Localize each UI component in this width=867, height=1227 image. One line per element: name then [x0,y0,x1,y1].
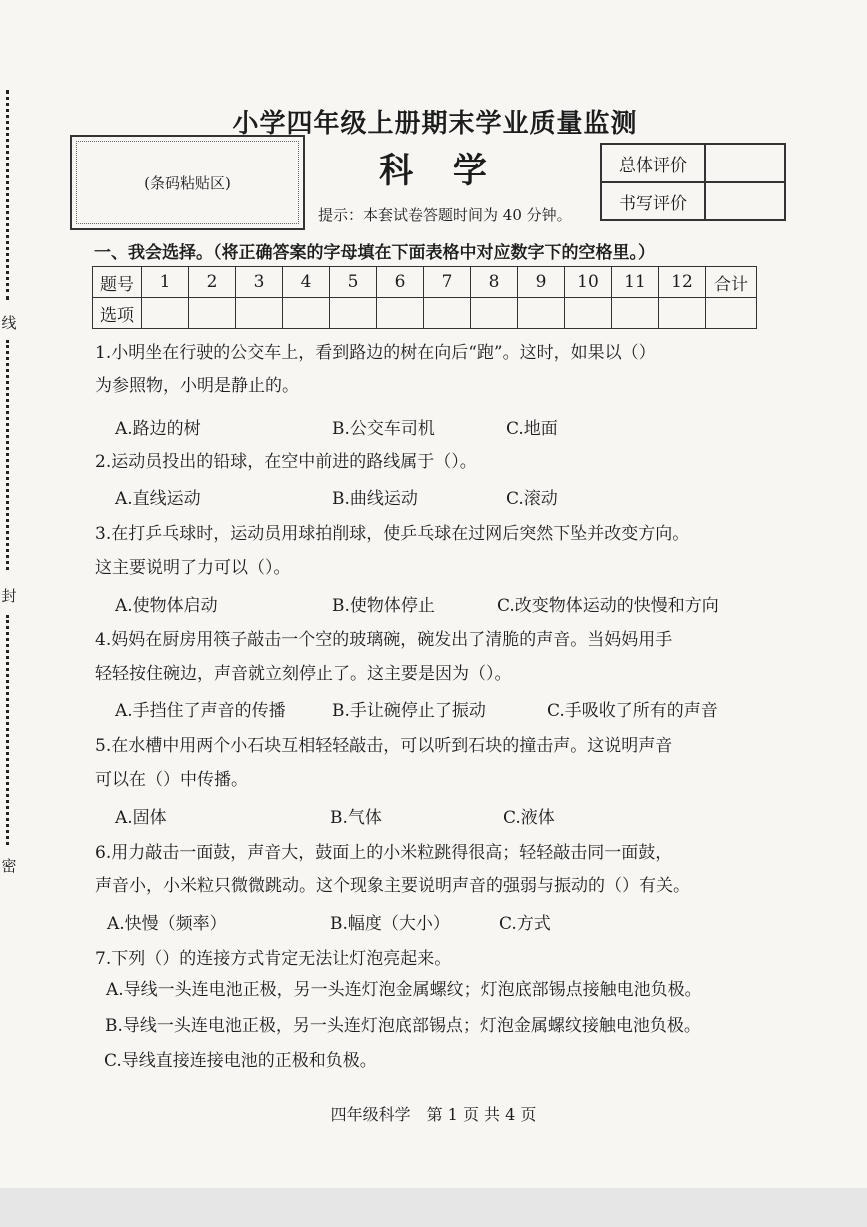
barcode-label: (条码粘贴区) [76,141,299,224]
grid-number-2: 2 [189,267,236,298]
question-5-text: 可以在（）中传播。 [95,770,248,790]
writing-evaluation-cell[interactable] [705,182,785,220]
question-6-text: 声音小，小米粒只微微跳动。这个现象主要说明声音的强弱与振动的（）有关。 [95,876,690,896]
question-6-option-b: B.幅度（大小） [330,914,450,934]
question-3-option-a: A.使物体启动 [115,596,218,616]
barcode-area [70,135,305,230]
grid-answer-cell-5[interactable] [330,298,377,329]
question-3-text: 3.在打乒乓球时，运动员用球拍削球，使乒乓球在过网后突然下坠并改变方向。 [95,524,690,544]
question-3-option-b: B.使物体停止 [332,596,435,616]
grid-number-9: 9 [518,267,565,298]
question-1-option-c: C.地面 [506,419,558,439]
question-1-text: 为参照物，小明是静止的。 [95,376,299,396]
grid-answer-cell-10[interactable] [565,298,612,329]
overall-evaluation-label: 总体评价 [601,144,705,182]
answer-grid [92,266,757,329]
grid-number-6: 6 [377,267,424,298]
grid-total-cell[interactable] [706,298,757,329]
question-6-option-a: A.快慢（频率） [107,914,227,934]
grid-answer-cell-2[interactable] [189,298,236,329]
binding-dotted-line [6,615,9,845]
question-1-option-a: A.路边的树 [115,419,201,439]
grid-answer-cell-12[interactable] [659,298,706,329]
question-2-option-b: B.曲线运动 [332,489,418,509]
subject-title: 科 学 [379,151,501,191]
grid-number-7: 7 [424,267,471,298]
grid-total-label: 合计 [706,267,757,298]
grid-number-10: 10 [565,267,612,298]
binding-dotted-line [6,90,9,300]
question-5-option-b: B.气体 [330,808,382,828]
binding-char-seal: 封 [1,587,17,605]
question-3-text: 这主要说明了力可以（）。 [95,558,291,578]
binding-char-line: 线 [1,314,17,332]
question-5-text: 5.在水槽中用两个小石块互相轻轻敲击，可以听到石块的撞击声。这说明声音 [95,736,673,756]
grid-answer-cell-7[interactable] [424,298,471,329]
question-4-option-a: A.手挡住了声音的传播 [115,701,286,721]
grid-answer-cell-11[interactable] [612,298,659,329]
question-1-text: 1.小明坐在行驶的公交车上，看到路边的树在向后“跑”。这时，如果以（） [95,343,656,363]
question-7-text: 7.下列（）的连接方式肯定无法让灯泡亮起来。 [95,949,452,969]
question-3-option-c: C.改变物体运动的快慢和方向 [497,596,719,616]
question-7-option-a: A.导线一头连电池正极，另一头连灯泡金属螺纹；灯泡底部锡点接触电池负极。 [106,980,702,1000]
grid-number-11: 11 [612,267,659,298]
grid-number-5: 5 [330,267,377,298]
exam-title: 小学四年级上册期末学业质量监测 [232,109,638,139]
question-4-text: 轻轻按住碗边，声音就立刻停止了。这主要是因为（）。 [95,664,512,684]
question-5-option-a: A.固体 [115,808,167,828]
grid-answer-cell-6[interactable] [377,298,424,329]
scan-edge [0,1188,867,1227]
grid-number-8: 8 [471,267,518,298]
binding-dotted-line [6,340,9,570]
grid-number-12: 12 [659,267,706,298]
grid-answer-cell-3[interactable] [236,298,283,329]
time-hint: 提示：本套试卷答题时间为 40 分钟。 [318,206,572,224]
grid-answer-cell-9[interactable] [518,298,565,329]
grid-row-head-number: 题号 [93,267,142,298]
grid-row-head-option: 选项 [93,298,142,329]
question-7-option-b: B.导线一头连电池正极，另一头连灯泡底部锡点；灯泡金属螺纹接触电池负极。 [105,1016,701,1036]
question-6-option-c: C.方式 [499,914,551,934]
question-2-text: 2.运动员投出的铅球，在空中前进的路线属于（）。 [95,452,477,472]
question-2-option-a: A.直线运动 [115,489,201,509]
question-6-text: 6.用力敲击一面鼓，声音大，鼓面上的小米粒跳得很高；轻轻敲击同一面鼓， [95,843,673,863]
question-4-text: 4.妈妈在厨房用筷子敲击一个空的玻璃碗，碗发出了清脆的声音。当妈妈用手 [95,630,673,650]
question-4-option-c: C.手吸收了所有的声音 [547,701,718,721]
question-4-option-b: B.手让碗停止了振动 [332,701,486,721]
question-1-option-b: B.公交车司机 [332,419,435,439]
grid-answer-cell-1[interactable] [142,298,189,329]
grid-number-1: 1 [142,267,189,298]
grid-answer-cell-8[interactable] [471,298,518,329]
binding-char-dense: 密 [1,857,17,875]
question-2-option-c: C.滚动 [506,489,558,509]
grid-number-3: 3 [236,267,283,298]
evaluation-table [600,143,786,221]
grid-answer-cell-4[interactable] [283,298,330,329]
question-7-option-c: C.导线直接连接电池的正极和负极。 [104,1051,377,1071]
grid-number-4: 4 [283,267,330,298]
writing-evaluation-label: 书写评价 [601,182,705,220]
question-5-option-c: C.液体 [503,808,555,828]
overall-evaluation-cell[interactable] [705,144,785,182]
section-heading: 一、我会选择。（将正确答案的字母填在下面表格中对应数字下的空格里。） [94,243,655,263]
page-footer: 四年级科学 第 1 页 共 4 页 [330,1105,537,1124]
